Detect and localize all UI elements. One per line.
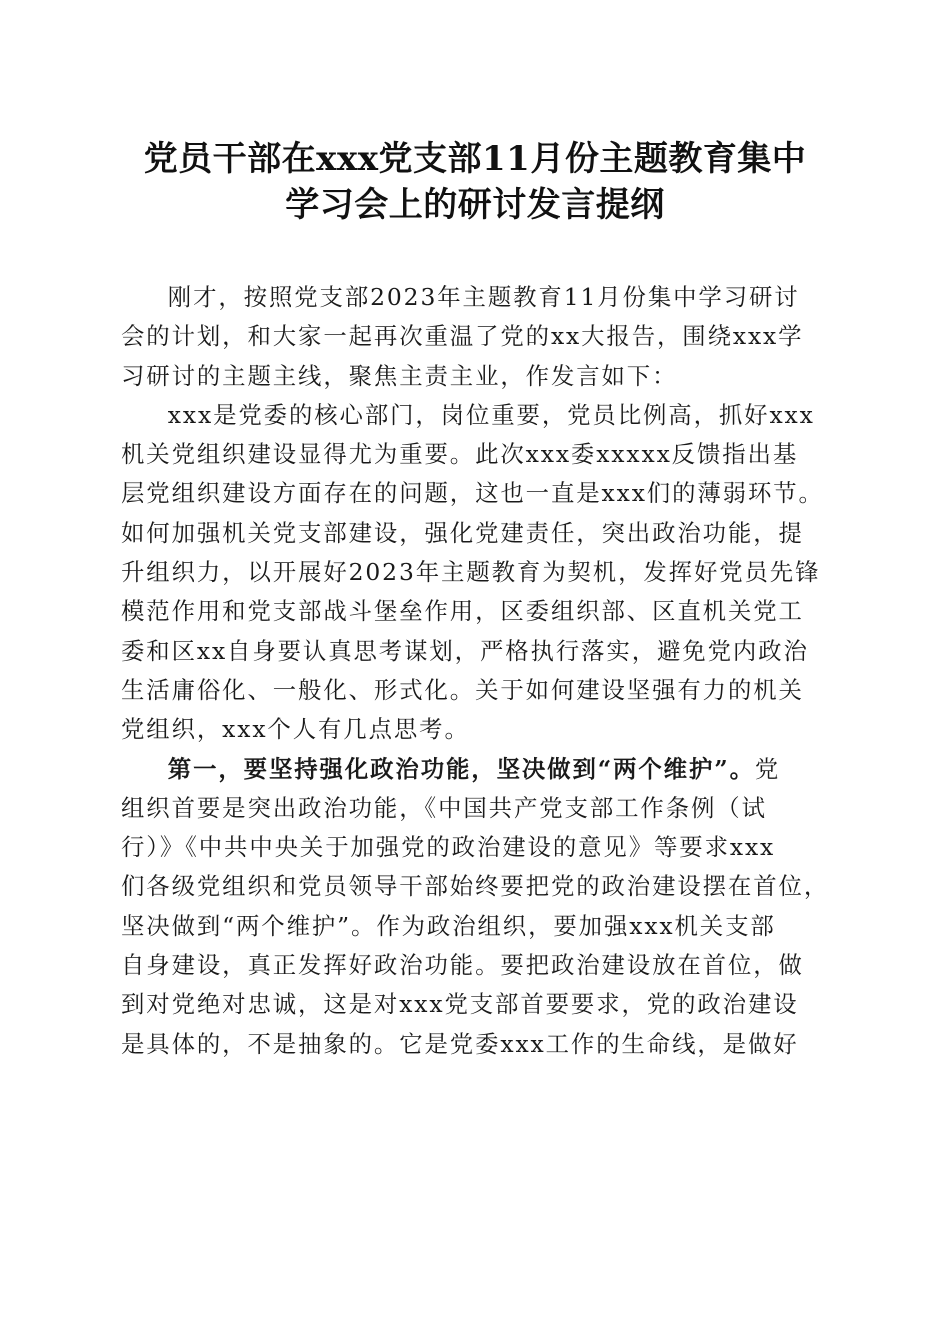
text-line: 组织首要是突出政治功能，《中国共产党支部工作条例（试: [121, 793, 767, 822]
text-line: 机关党组织建设显得尤为重要。此次xxx委xxxxx反馈指出基: [121, 440, 799, 469]
text-line: 行）》《中共中央关于加强党的政治建设的意见》等要求xxx: [121, 833, 776, 862]
text-line: 们各级党组织和党员领导干部始终要把党的政治建设摆在首位，: [121, 872, 830, 901]
document-title: [100, 136, 850, 228]
document-body: [121, 278, 833, 1064]
text-line: 刚才，按照党支部2023年主题教育11月份集中学习研讨: [167, 283, 800, 311]
point-one-heading-tail: 党: [754, 754, 781, 783]
text-line: [121, 750, 833, 789]
text-line: 模范作用和党支部战斗堡垒作用，区委组织部、区直机关党工: [121, 597, 804, 626]
paragraph-intro: [121, 278, 833, 396]
title-line-2: 学习会上的研讨发言提纲: [285, 185, 665, 225]
title-line-1: 党员干部在xxx党支部11月份主题教育集中: [143, 139, 807, 179]
text-line: 党组织，xxx个人有几点思考。: [121, 715, 470, 744]
text-line: xxx是党委的核心部门，岗位重要，党员比例高，抓好xxx: [167, 400, 815, 429]
text-line: 到对党绝对忠诚，这是对xxx党支部首要要求，党的政治建设: [121, 990, 799, 1019]
text-line: 委和区xx自身要认真思考谋划，严格执行落实，避免党内政治: [121, 636, 809, 665]
paragraph-point-one: [121, 750, 833, 1064]
text-line: 层党组织建设方面存在的问题，这也一直是xxx们的薄弱环节。: [121, 479, 824, 508]
text-line: 是具体的，不是抽象的。它是党委xxx工作的生命线，是做好: [121, 1029, 799, 1058]
text-line: 生活庸俗化、一般化、形式化。关于如何建设坚强有力的机关: [121, 675, 804, 704]
text-line: 习研讨的主题主线，聚焦主责主业，作发言如下：: [121, 361, 678, 390]
text-line: 升组织力，以开展好2023年主题教育为契机，发挥好党员先锋: [121, 558, 821, 587]
text-line: 坚决做到“两个维护”。作为政治组织，要加强xxx机关支部: [121, 911, 776, 940]
paragraph-background: [121, 396, 833, 750]
text-line: 如何加强机关党支部建设，强化党建责任，突出政治功能，提: [121, 518, 804, 547]
text-line: 自身建设，真正发挥好政治功能。要把政治建设放在首位，做: [121, 951, 804, 980]
point-one-heading: 第一，要坚持强化政治功能，坚决做到“两个维护”。: [167, 754, 755, 783]
text-line: 会的计划，和大家一起再次重温了党的xx大报告，围绕xxx学: [121, 322, 804, 351]
